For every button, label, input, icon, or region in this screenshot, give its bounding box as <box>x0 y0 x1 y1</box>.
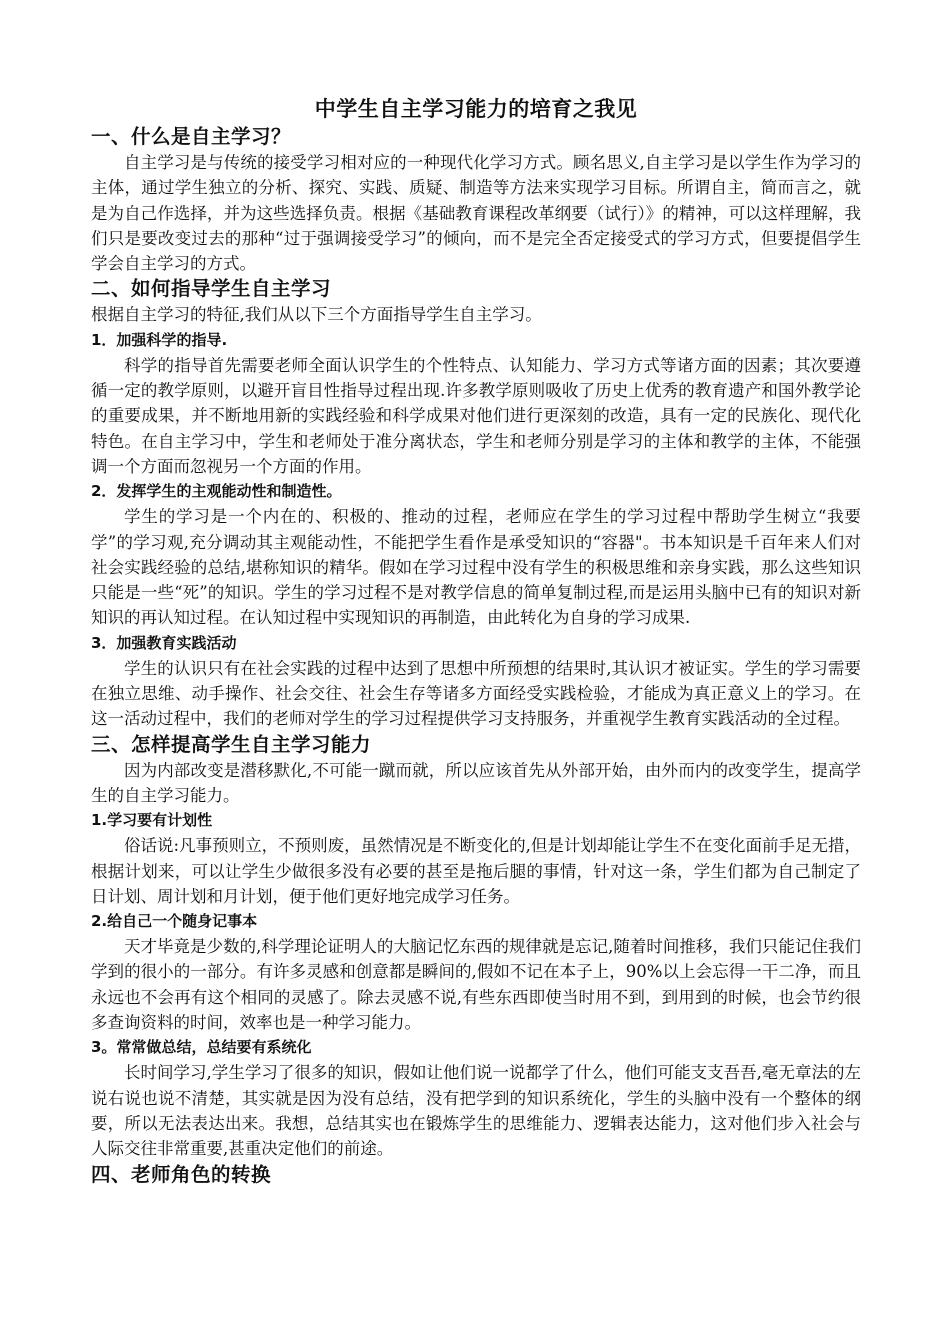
section-heading-3: 三、怎样提高学生自主学习能力 <box>91 732 372 756</box>
section-heading-4: 四、老师角色的转换 <box>91 1162 272 1186</box>
paragraph: 科学的指导首先需要老师全面认识学生的个性特点、认知能力、学习方式等诸方面的因素；其次要遵循一定的教学原则，以避开盲目性指导过程出现.许多教学原则吸收了历史上优秀的教育遗产和国外教学论的重要成果，并不断地用新的实践经验和科学成果对他们进行更深刻的改造，具有一定的民族化、现代化特色。在自主学习中，学生和老师处于准分离状态，学生和老师分别是学习的主体和教学的主体，不能强调一个方面而忽视另一个方面的作用。 <box>91 355 861 476</box>
paragraph: 因为内部改变是潜移默化,不可能一蹴而就，所以应该首先从外部开始，由外而内的改变学生，提高学生的自主学习能力。 <box>91 760 861 805</box>
subsection-heading-2-3: 3．加强教育实践活动 <box>91 633 237 652</box>
paragraph: 学生的学习是一个内在的、积极的、推动的过程，老师应在学生的学习过程中帮助学生树立“我要学”的学习观,充分调动其主观能动性，不能把学生看作是承受知识的“容器"。书本知识是千百年来人们对社会实践经验的总结,堪称知识的精华。假如在学习过程中没有学生的积极思维和亲身实践，那么这些知识只能是一些“死”的知识。学生的学习过程不是对教学信息的简单复制过程,而是运用头脑中已有的知识对新知识的再认知过程。在认知过程中实现知识的再制造，由此转化为自身的学习成果. <box>91 507 861 628</box>
section-heading-2: 二、如何指导学生自主学习 <box>91 277 332 301</box>
document-page <box>91 94 861 1188</box>
paragraph: 学生的认识只有在社会实践的过程中达到了思想中所预想的结果时,其认识才被证实。学生的学习需要在独立思维、动手操作、社会交往、社会生存等诸多方面经受实践检验，才能成为真正意义上的学习。在这一活动过程中，我们的老师对学生的学习过程提供学习支持服务，并重视学生教育实践活动的全过程。 <box>91 658 861 729</box>
paragraph: 根据自主学习的特征,我们从以下三个方面指导学生自主学习。 <box>91 305 542 325</box>
subsection-heading-2-1: 1．加强科学的指导. <box>91 330 228 349</box>
subsection-heading-3-3: 3。常常做总结，总结要有系统化 <box>91 1038 312 1057</box>
subsection-heading-3-2: 2.给自己一个随身记事本 <box>91 912 258 931</box>
paragraph: 长时间学习,学生学习了很多的知识，假如让他们说一说都学了什么，他们可能支支吾吾,毫无章法的左说右说也说不清楚，其实就是因为没有总结，没有把学到的知识系统化，学生的头脑中没有一个整体的纲要，所以无法表达出来。我想，总结其实也在锻炼学生的思维能力、逻辑表达能力，这对他们步入社会与人际交往非常重要,甚重决定他们的前途。 <box>91 1063 861 1159</box>
paragraph: 俗话说:凡事预则立，不预则废，虽然情况是不断变化的,但是计划却能让学生不在变化面前手足无措，根据计划来，可以让学生少做很多没有必要的甚至是拖后腿的事情，针对这一条，学生们都为自己制定了日计划、周计划和月计划，便于他们更好地完成学习任务。 <box>91 836 861 906</box>
document-title: 中学生自主学习能力的培育之我见 <box>314 97 638 121</box>
subsection-heading-3-1: 1.学习要有计划性 <box>91 811 213 830</box>
paragraph: 自主学习是与传统的接受学习相对应的一种现代化学习方式。顾名思义,自主学习是以学生作为学习的主体，通过学生独立的分析、探究、实践、质疑、制造等方法来实现学习目标。所谓自主，简而言之，就是为自己作选择，并为这些选择负责。根据《基础教育课程改革纲要（试行）》的精神，可以这样理解，我们只是要改变过去的那种“过于强调接受学习”的倾向，而不是完全否定接受式的学习方式，但要提倡学生学会自主学习的方式。 <box>91 153 861 274</box>
paragraph: 天才毕竟是少数的,科学理论证明人的大脑记忆东西的规律就是忘记,随着时间推移，我们只能记住我们学到的很小的一部分。有许多灵感和创意都是瞬间的,假如不记在本子上，90%以上会忘得一干二净，而且永远也不会再有这个相同的灵感了。除去灵感不说,有些东西即使当时用不到，到用到的时候，也会节约很多查询资料的时间，效率也是一种学习能力。 <box>91 937 861 1033</box>
subsection-heading-2-2: 2．发挥学生的主观能动性和制造性。 <box>91 482 342 501</box>
section-heading-1: 一、什么是自主学习？ <box>91 125 292 148</box>
